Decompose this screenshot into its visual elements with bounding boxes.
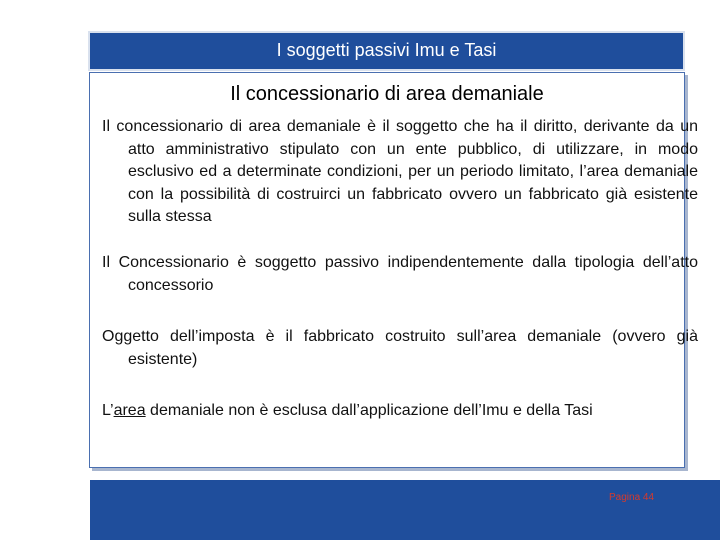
footer-bar [90,480,720,540]
paragraph-passive-subject: Il Concessionario è soggetto passivo indipendentemente dalla tipologia dell’atto concessorio [102,254,698,294]
paragraph-text: L’ [102,402,114,419]
underlined-word: area [113,402,146,419]
section-heading: Il concessionario di area demaniale [230,83,544,105]
paragraph-tax-object: Oggetto dell’imposta è il fabbricato costruito sull’area demaniale (ovvero già esistente) [102,328,698,368]
content-box [89,72,698,468]
slide-title: I soggetti passivi Imu e Tasi [88,31,685,71]
page-number: Pagina 44 [609,492,655,503]
paragraph-definition: Il concessionario di area demaniale è il soggetto che ha il diritto, derivante da un atto amministrativo stipulato con un ente pubblico, di utilizzare, in modo esclusivo ed a determinate condizioni, per un periodo limitato, l’area demaniale con la possibilità di costruirci un fabbricato ovvero un fabbricato già esistente sulla stessa [102,118,698,225]
paragraph-text: demaniale non è esclusa dall’applicazione dell’Imu e della Tasi [145,402,593,419]
paragraph-not-excluded [102,400,698,423]
